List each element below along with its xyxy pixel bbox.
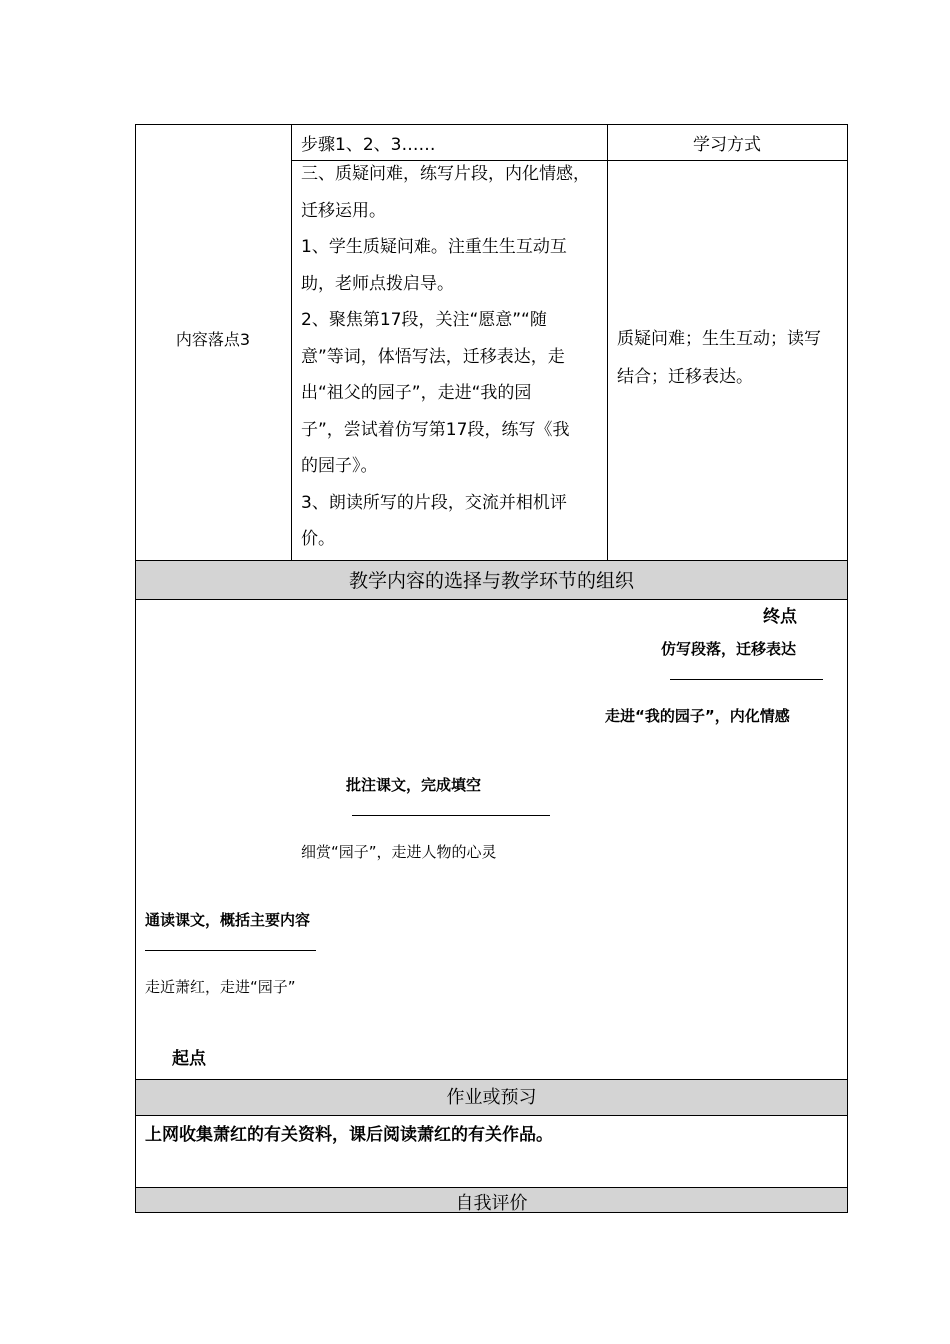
stage1-divider	[145, 950, 316, 951]
teaching-section-title: 教学内容的选择与教学环节的组织	[348, 570, 634, 592]
stage2-top: 批注课文，完成填空	[346, 776, 482, 794]
steps-line: 3、朗读所写的片段，交流并相机评	[301, 492, 567, 513]
stage3-divider	[670, 679, 823, 680]
homework-content: 上网收集萧红的有关资料，课后阅读萧红的有关作品。	[145, 1125, 553, 1145]
end-label: 终点	[763, 607, 797, 627]
stage3-top: 仿写段落，迁移表达	[661, 640, 797, 658]
self-eval-section-title: 自我评价	[455, 1193, 528, 1214]
steps-line: 2、聚焦第17段，关注“愿意”“随	[301, 310, 547, 330]
stage1-bottom: 走近萧红，走进“园子”	[145, 978, 296, 996]
lesson-plan-table	[135, 124, 848, 1213]
border-teaching-bottom	[135, 1079, 848, 1080]
stage2-bottom: 细赏“园子”，走进人物的心灵	[301, 843, 497, 861]
border-homework-bottom	[135, 1187, 848, 1188]
border-col1	[291, 124, 292, 560]
steps-line: 迁移运用。	[301, 200, 386, 221]
stage2-divider	[352, 815, 550, 816]
steps-header: 步骤1、2、3……	[301, 135, 436, 155]
steps-line: 1、学生质疑问难。注重生生互动互	[301, 237, 567, 257]
border-right	[847, 124, 848, 1213]
steps-line: 出“祖父的园子”，走进“我的园	[301, 383, 532, 403]
steps-line: 三、质疑问难，练写片段，内化情感，	[301, 164, 590, 184]
method-line: 质疑问难；生生互动；读写	[617, 329, 821, 349]
method-header: 学习方式	[693, 135, 761, 155]
steps-line: 意”等词，体悟写法，迁移表达，走	[301, 346, 565, 367]
border-col2	[607, 124, 608, 560]
border-homework-header	[135, 1115, 848, 1116]
steps-line: 助，老师点拨启导。	[301, 273, 454, 294]
homework-section-title: 作业或预习	[446, 1087, 537, 1108]
steps-line: 子”，尝试着仿写第17段，练写《我	[301, 419, 570, 440]
border-left	[135, 124, 136, 1213]
stage3-bottom: 走进“我的园子”，内化情感	[605, 707, 790, 725]
method-content	[617, 320, 842, 396]
content-point-label: 内容落点3	[175, 330, 251, 349]
border-row1-bottom	[135, 560, 848, 561]
steps-line: 的园子》。	[301, 456, 378, 476]
steps-line: 价。	[301, 529, 335, 549]
border-top	[135, 124, 848, 125]
steps-content	[301, 156, 601, 558]
start-label: 起点	[172, 1049, 206, 1069]
border-teaching-header	[135, 599, 848, 600]
method-line: 结合；迁移表达。	[617, 367, 753, 387]
stage1-top: 通读课文，概括主要内容	[145, 911, 311, 929]
